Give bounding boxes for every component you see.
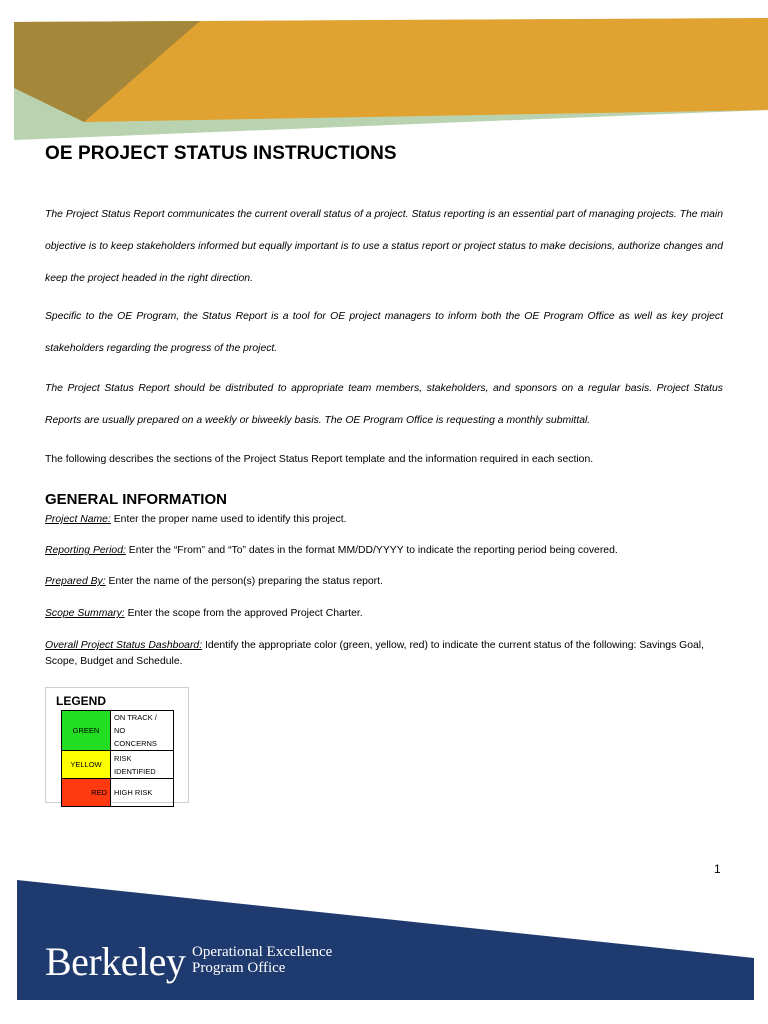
item-project-name <box>45 512 725 528</box>
legend-swatch-red: RED <box>62 779 111 807</box>
item-label: Project Name: <box>45 514 111 525</box>
page-number: 1 <box>714 862 721 876</box>
item-prepared-by <box>45 574 725 590</box>
sections-intro: The following describes the sections of the Project Status Report template and the information required in each section. <box>45 454 594 465</box>
subtitle-line-2: Program Office <box>192 960 286 976</box>
legend-desc-green: ON TRACK / NO CONCERNS <box>111 711 174 751</box>
legend-desc-red: HIGH RISK <box>111 779 174 807</box>
legend-desc-yellow: RISK IDENTIFIED <box>111 751 174 779</box>
item-text: Enter the “From” and “To” dates in the format MM/DD/YYYY to indicate the reporting period being covered. <box>125 545 618 556</box>
subtitle-line-1: Operational Excellence <box>192 944 333 960</box>
document-title: OE PROJECT STATUS INSTRUCTIONS <box>45 143 397 164</box>
item-label: Reporting Period: <box>45 545 126 556</box>
berkeley-logo: Berkeley <box>45 939 186 984</box>
top-banner-graphic <box>0 0 768 150</box>
legend-row-red <box>62 779 174 807</box>
item-label: Scope Summary: <box>45 608 125 619</box>
item-text: Enter the proper name used to identify this project. <box>110 514 347 525</box>
intro-paragraph-1: The Project Status Report communicates the current overall status of a project. Status reporting is an essential part of managing projects. The main objective is to keep stakeholders informed but equally important is to use a status report or project status to make decisions, authorize changes and keep the project headed in the right direction. <box>45 209 723 284</box>
general-information-heading: GENERAL INFORMATION <box>45 491 227 508</box>
intro-paragraph-2: Specific to the OE Program, the Status Report is a tool for OE project managers to inform both the OE Program Office as well as key project stakeholders regarding the progress of the project. <box>45 311 723 354</box>
legend-swatch-yellow: YELLOW <box>62 751 111 779</box>
item-label: Overall Project Status Dashboard: <box>45 640 203 651</box>
intro-paragraph-3: The Project Status Report should be distributed to appropriate team members, stakeholders, and sponsors on a regular basis. Project Status Reports are usually prepared on a weekly or biweekly basis. The OE Program Office is requesting a monthly submittal. <box>45 383 723 426</box>
program-office-subtitle <box>192 944 332 976</box>
item-status-dashboard <box>45 638 725 670</box>
legend-box <box>45 687 189 803</box>
legend-swatch-green: GREEN <box>62 711 111 751</box>
item-reporting-period <box>45 543 725 559</box>
item-text: Enter the name of the person(s) preparing the status report. <box>105 576 383 587</box>
legend-row-green <box>62 711 174 751</box>
legend-row-yellow <box>62 751 174 779</box>
item-text: Enter the scope from the approved Project Charter. <box>124 608 363 619</box>
legend-title: LEGEND <box>56 694 107 708</box>
item-label: Prepared By: <box>45 576 106 587</box>
item-text: Identify the appropriate color (green, yellow, red) to indicate the current status of the following: Savings Goal, Scope, Budget and Schedule. <box>45 640 705 667</box>
legend-table <box>61 710 174 807</box>
item-scope-summary <box>45 606 725 622</box>
